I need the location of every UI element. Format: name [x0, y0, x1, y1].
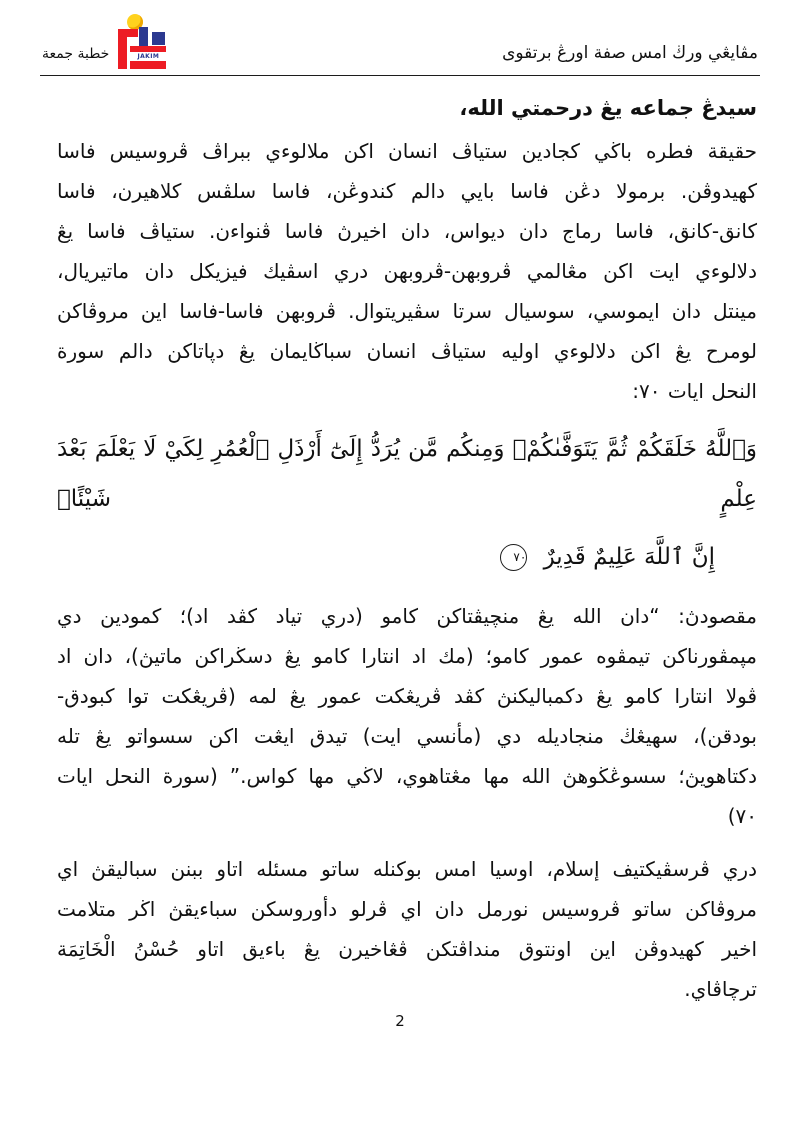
- verse-line-1: وَٱللَّهُ خَلَقَكُمْ ثُمَّ يَتَوَفَّىٰكُمْۚ وَمِنكُم مَّن يُرَدُّ إِلَىٰٓ أَرْذَلِ ٱلْعُمُرِ لِكَيْ لَا يَعْلَمَ بَعْدَ عِلْمٍ شَيْئًاۚ: [57, 436, 757, 512]
- logo-band: [130, 52, 166, 61]
- text-line: ترچاڤاي.: [684, 977, 757, 1001]
- sermon-body: [0, 76, 800, 1009]
- text-line: مينتل دان ايموسي، سوسيال سرتا سڤيريتوال. ڤروبهن فاسا-فاسا اين مروڤاكن: [57, 299, 757, 323]
- verse-line-2: [57, 532, 757, 582]
- text-line: لومرح يڠ اكن دلالوءي اوليه ستياڤ انسان سباڬايمان يڠ دڽاتاكن دالم سورة: [57, 339, 757, 363]
- header-left-group: [42, 14, 166, 69]
- ayah-number-badge: ٧٠: [500, 544, 527, 571]
- jakim-logo: [118, 14, 166, 69]
- page-header: [0, 0, 800, 75]
- text-line: مڽمڤورناكن تيمڤوه عمور كامو؛ (مك اد انتارا كامو يڠ دسڬراكن ماتيڽ)، دان اد: [57, 644, 757, 668]
- quran-verse: [57, 424, 757, 582]
- text-line: دري ڤرسڤيكتيف إسلام، اوسيا امس بوكنله ساتو مسئله اتاو ببنن سباليقڽ اي: [57, 857, 757, 881]
- text-line: النحل ايات ٧٠:: [632, 379, 757, 403]
- text-line: كانق-كانق، فاسا رماج دان ديواس، دان اخيرڽ فاسا ڤنواءن. ستياڤ فاسا يڠ: [57, 219, 757, 243]
- text-line: دلالوءي ايت اكن مڠالمي ڤروبهن-ڤروبهن دري اسڤيك فيزيكل دان ماتيريال،: [57, 259, 757, 283]
- khutbah-jumaat-label: خطبة جمعة: [42, 46, 110, 62]
- congregation-salutation: سيدڠ جماعه يڠ درحمتي الله،: [459, 96, 757, 120]
- text-line: مروڤاكن ساتو ڤروسيس نورمل دان اي ڤرلو دأوروسكن سباءيقڽ اڬر متلامت: [57, 897, 757, 921]
- paragraph-intro: [57, 131, 757, 411]
- sermon-title: مڤايڠي ورڬ امس صفة اورڠ برتقوى: [502, 43, 758, 63]
- text-line: اخير كهيدوڤن اين اونتوق منداڤتكن ڤڠاخيرن يڠ باءيق اتاو حُسْنُ الْخَاتِمَة: [57, 937, 757, 961]
- jakim-logo-text: JAKIM: [137, 53, 160, 60]
- text-line: حقيقة فطره باڬي کجادين ستياڤ انسان اكن ملالوءي ببراڤ ڤروسيس فاسا: [57, 139, 757, 163]
- paragraph-translation: [57, 596, 757, 836]
- text-line: مقصودڽ: “دان الله يڠ منچيڤتاكن كامو (دري تياد كڤد اد)؛ كمودين دي: [57, 604, 757, 628]
- verse-line-2-text: إِنَّ ٱللَّهَ عَلِيمٌ قَدِيرٌ: [543, 544, 715, 570]
- text-line: ڤولا انتارا كامو يڠ دكمباليكنڽ كڤد ڤريڠكت عمور يڠ لمه (ڤريڠكت توا كبودق-: [57, 684, 757, 708]
- logo-blue-block: [152, 32, 165, 45]
- paragraph-perspective: [57, 849, 757, 1009]
- page-number: 2: [395, 1012, 405, 1030]
- text-line: دكتاهويڽ؛ سسوڠڬوهڽ الله مها مڠتاهوي، لاڬي مها كواس.” (سورة النحل ايات: [57, 764, 757, 788]
- logo-red-hook: [118, 29, 138, 37]
- text-line: بودقن)، سهيڠڬ منجاديله دي (مأنسي ايت) تيدق ايڠت اكن سسواتو يڠ تله: [57, 724, 757, 748]
- text-line: ٧٠): [727, 804, 757, 828]
- text-line: كهيدوڤن. برمولا دڠن فاسا بايي دالم كندوڠن، فاسا سلڤس كلاهيرن، فاسا: [57, 179, 757, 203]
